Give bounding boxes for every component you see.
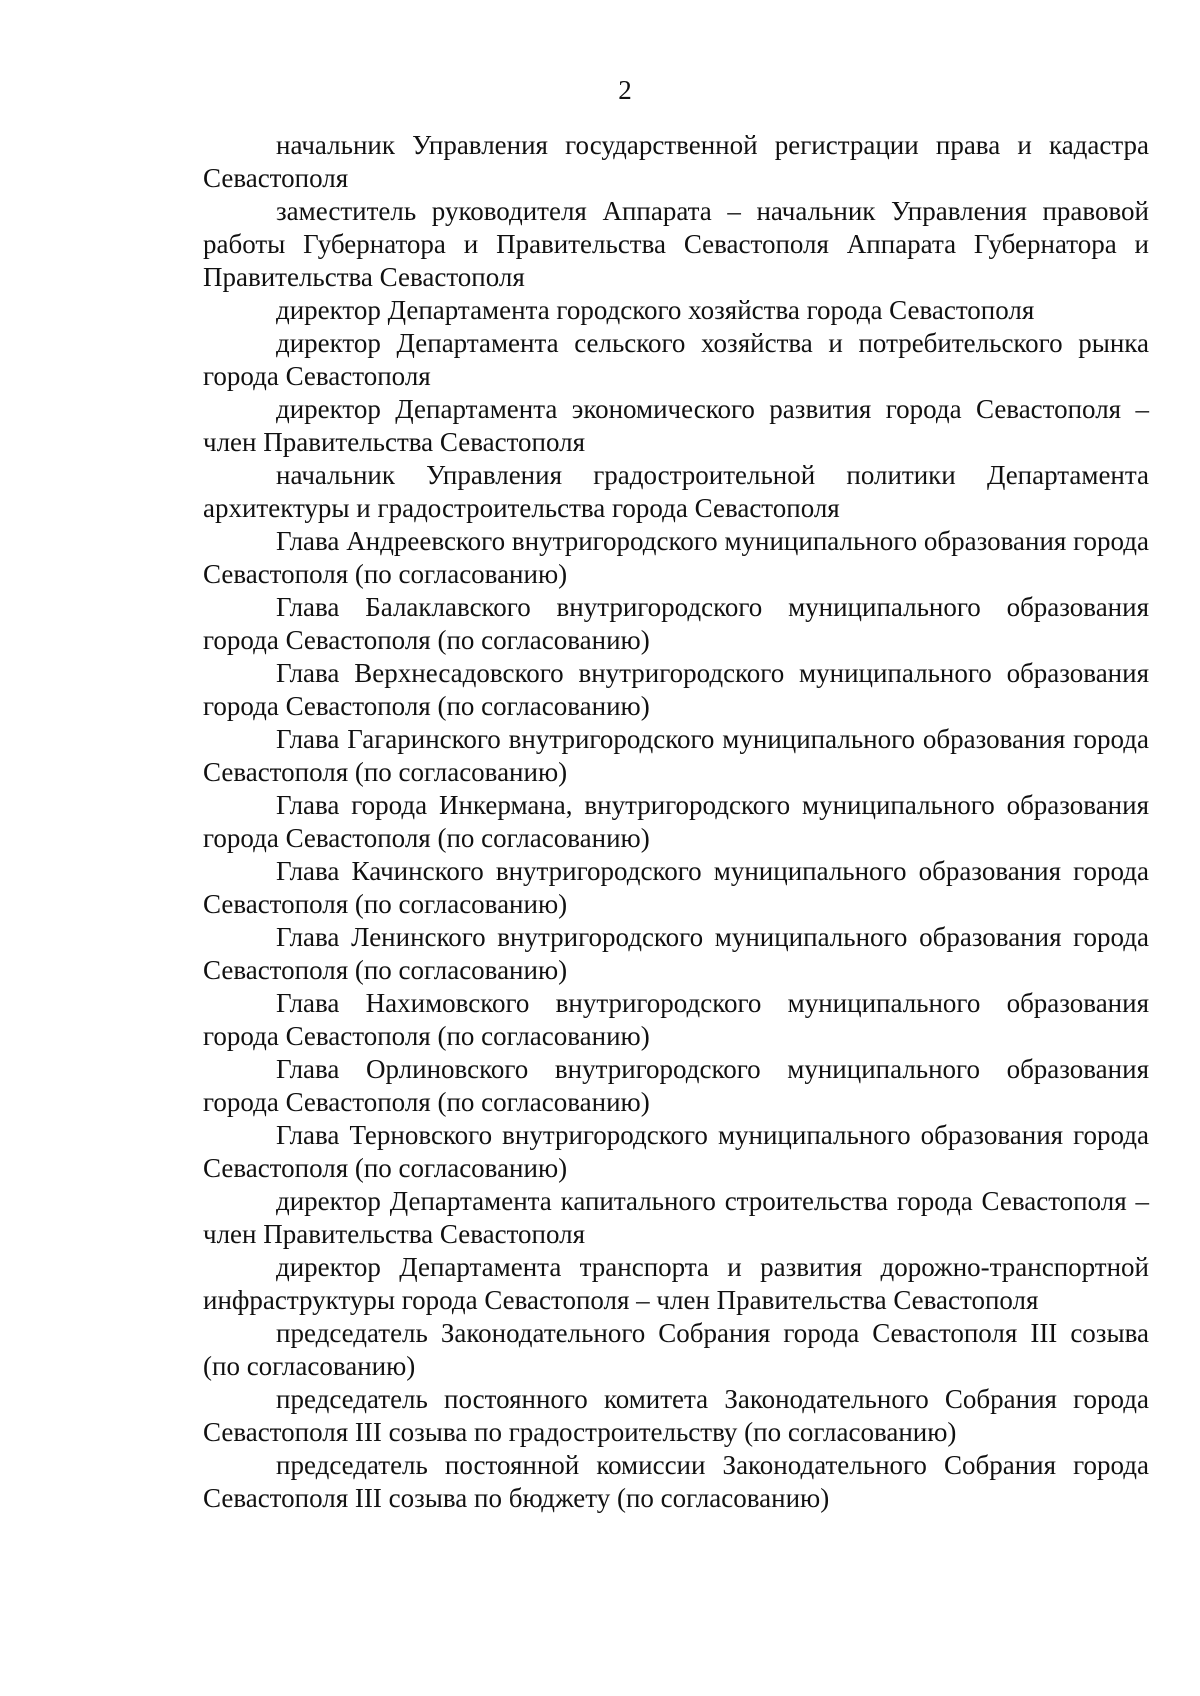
list-item: директор Департамента сельского хозяйства и потребительского рынка города Севастополя <box>203 328 1149 391</box>
list-item: председатель Законодательного Собрания города Севастополя III созыва (по согласованию) <box>203 1318 1149 1381</box>
list-item: заместитель руководителя Аппарата – начальник Управления правовой работы Губернатора и Правительства Севастополя Аппарата Губернатора и Правительства Севастополя <box>203 196 1149 292</box>
list-item: Глава Терновского внутригородского муниципального образования города Севастополя (по согласованию) <box>203 1120 1149 1183</box>
list-item: председатель постоянного комитета Законодательного Собрания города Севастополя III созыва по градостроительству (по согласованию) <box>203 1384 1149 1447</box>
list-item: Глава города Инкермана, внутригородского муниципального образования города Севастополя (по согласованию) <box>203 790 1149 853</box>
list-item: Глава Орлиновского внутригородского муниципального образования города Севастополя (по согласованию) <box>203 1054 1149 1117</box>
list-item: Глава Нахимовского внутригородского муниципального образования города Севастополя (по согласованию) <box>203 988 1149 1051</box>
list-item: Глава Гагаринского внутригородского муниципального образования города Севастополя (по согласованию) <box>203 724 1149 787</box>
list-item: председатель постоянной комиссии Законодательного Собрания города Севастополя III созыва по бюджету (по согласованию) <box>203 1450 1149 1513</box>
list-item: начальник Управления государственной регистрации права и кадастра Севастополя <box>203 130 1149 193</box>
list-item: Глава Качинского внутригородского муниципального образования города Севастополя (по согласованию) <box>203 856 1149 919</box>
page-number: 2 <box>618 75 632 105</box>
list-item: Глава Балаклавского внутригородского муниципального образования города Севастополя (по согласованию) <box>203 592 1149 655</box>
list-item: директор Департамента капитального строительства города Севастополя – член Правительства Севастополя <box>203 1186 1149 1249</box>
list-item: Глава Андреевского внутригородского муниципального образования города Севастополя (по согласованию) <box>203 526 1149 589</box>
list-item: директор Департамента городского хозяйства города Севастополя <box>276 295 1035 325</box>
list-item: директор Департамента транспорта и развития дорожно-транспортной инфраструктуры города Севастополя – член Правительства Севастополя <box>203 1252 1149 1315</box>
list-item: начальник Управления градостроительной политики Департамента архитектуры и градостроительства города Севастополя <box>203 460 1149 523</box>
list-item: Глава Ленинского внутригородского муниципального образования города Севастополя (по согласованию) <box>203 922 1149 985</box>
member-list <box>203 129 1149 1515</box>
list-item: директор Департамента экономического развития города Севастополя – член Правительства Севастополя <box>203 394 1149 457</box>
list-item: Глава Верхнесадовского внутригородского муниципального образования города Севастополя (по согласованию) <box>203 658 1149 721</box>
